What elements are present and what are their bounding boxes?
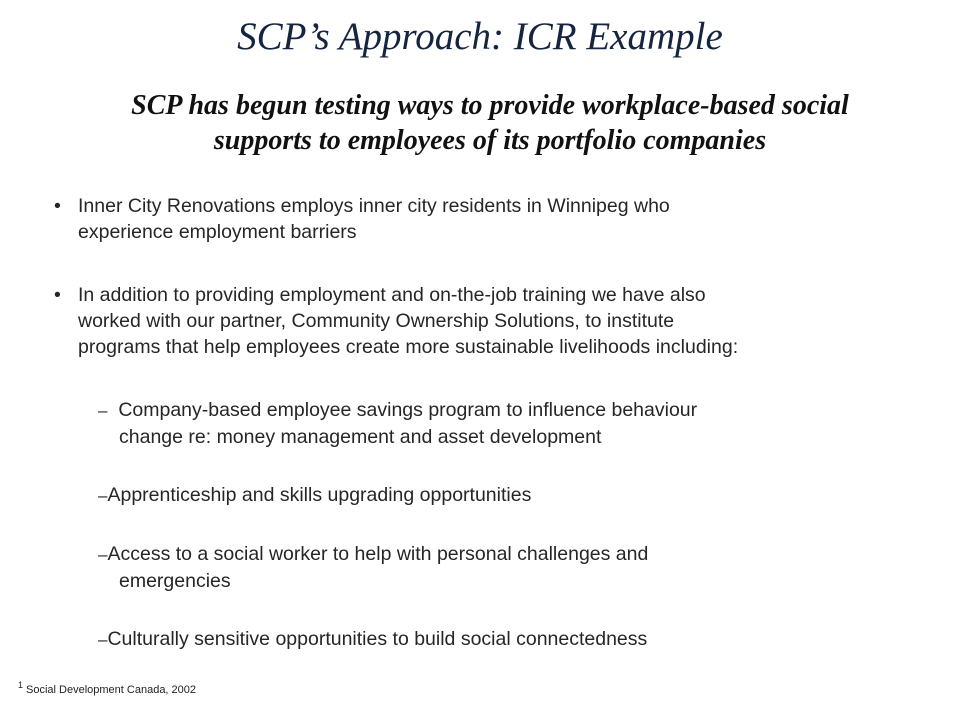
sub-item-text: [98, 541, 837, 594]
bullet-text: [78, 193, 888, 245]
bullet-marker: •: [54, 284, 61, 306]
subtitle-line-2: supports to employees of its portfolio companies: [213, 125, 767, 156]
slide-title: SCP’s Approach: ICR Example: [237, 15, 723, 58]
dash-marker: –: [98, 486, 108, 505]
sub-item-line-text: Apprenticeship and skills upgrading opportunities: [107, 484, 532, 506]
sub-item-line-text: Company-based employee savings program to influence behaviour: [118, 399, 698, 421]
bullet-line: Inner City Renovations employs inner city residents in Winnipeg who: [78, 195, 670, 217]
sub-item-line: emergencies: [119, 570, 231, 592]
sub-item-line: [98, 482, 837, 509]
bullet-line: experience employment barriers: [78, 221, 357, 243]
sub-item-line: [98, 397, 837, 424]
dash-marker: –: [98, 545, 108, 564]
bullet-line: worked with our partner, Community Ownership Solutions, to institute: [78, 310, 675, 332]
footnote-number: 1: [18, 680, 24, 690]
dash-marker: –: [98, 630, 108, 649]
sub-item-line: [98, 626, 837, 653]
bullet-marker: •: [54, 195, 61, 217]
footnote: [18, 680, 196, 696]
subtitle-line-1: SCP has begun testing ways to provide workplace-based social: [131, 90, 849, 121]
bullet-text: [78, 282, 888, 360]
sub-item-line: change re: money management and asset development: [119, 426, 602, 448]
slide-subtitle: [60, 88, 920, 158]
sub-item-line-text: Culturally sensitive opportunities to build social connectedness: [107, 628, 648, 650]
sub-item-line-text: Access to a social worker to help with personal challenges and: [107, 543, 649, 565]
bullet-line: programs that help employees create more sustainable livelihoods including:: [78, 336, 739, 358]
footnote-text: Social Development Canada, 2002: [26, 684, 197, 696]
sub-item-text: [98, 626, 837, 653]
dash-marker: –: [98, 401, 108, 420]
bullet-line: In addition to providing employment and on-the-job training we have also: [78, 284, 706, 306]
sub-item-text: [98, 397, 837, 450]
sub-item-text: [98, 482, 837, 509]
sub-item-line: [98, 541, 837, 568]
